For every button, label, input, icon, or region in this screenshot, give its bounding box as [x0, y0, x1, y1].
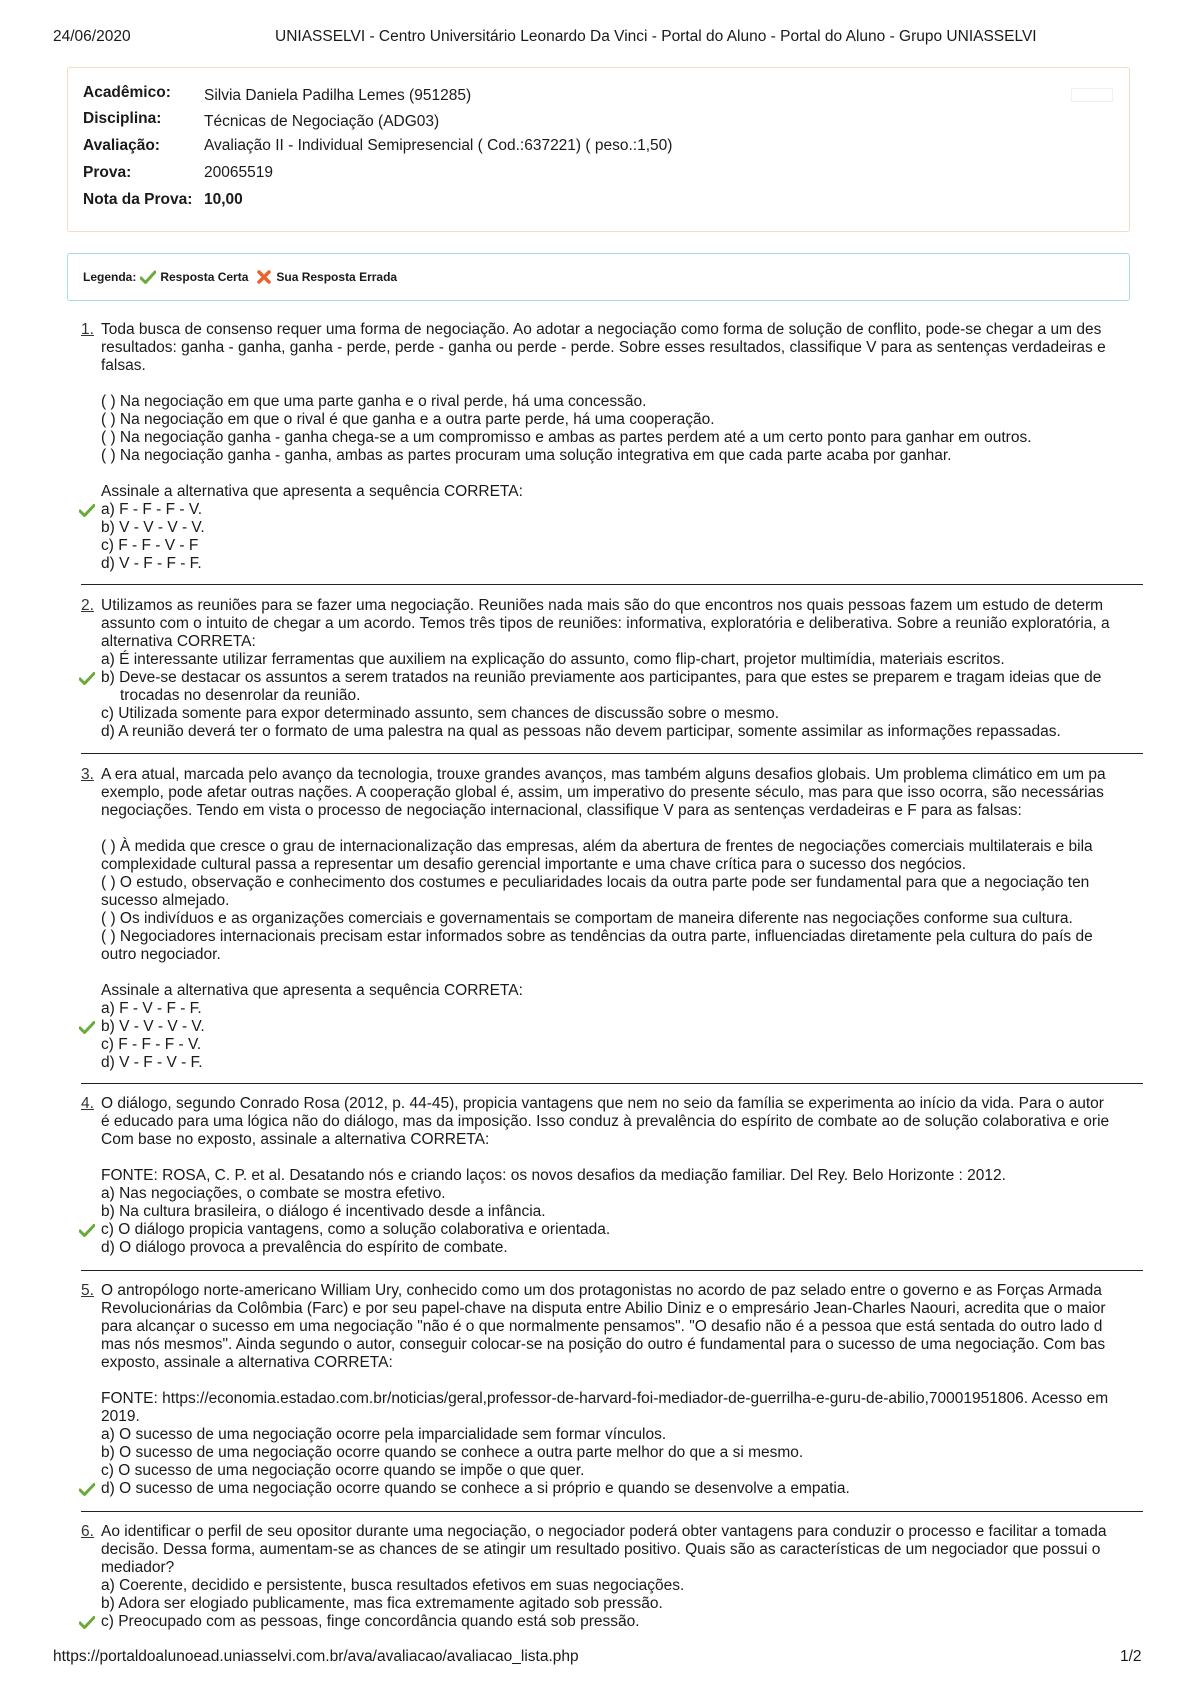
statement-item: ( ) Os indivíduos e as organizações comerciais e governamentais se comportam de maneira diferente nas negociações conforme sua cultura. — [101, 910, 1073, 927]
answer-option: d) O diálogo provoca a prevalência do espírito de combate. — [101, 1239, 508, 1256]
option-text: c) O diálogo propicia vantagens, como a solução colaborativa e orientada. — [101, 1221, 611, 1238]
answer-option: d) V - F - F - F. — [101, 555, 202, 572]
disciplina-label: Disciplina: — [83, 110, 162, 127]
question-text: alternativa CORRETA: — [101, 633, 256, 650]
question-text: Toda busca de consenso requer uma forma de negociação. Ao adotar a negociação como forma de solução de conflito, pode-se chegar a um des — [101, 321, 1102, 338]
statement-item: complexidade cultural passa a representar um desafio gerencial importante e uma chave crítica para o sucesso dos negócios. — [101, 856, 967, 873]
nota-label: Nota da Prova: — [83, 191, 193, 208]
question-text: assunto com o intuito de chegar a um acordo. Temos três tipos de reuniões: informativa, exploratória e deliberativa. Sobre a reunião exploratória, a — [101, 615, 1110, 632]
question-text: Ao identificar o perfil de seu opositor durante uma negociação, o negociador poderá obter vantagens para conduzir o processo e facilitar a tomada — [101, 1523, 1107, 1540]
question-prompt: Assinale a alternativa que apresenta a sequência CORRETA: — [101, 982, 523, 999]
question-text: mas nós mesmos". Ainda segundo o autor, conseguir colocar-se na posição do outro é fundamental para o sucesso de uma negociação. Com bas — [101, 1336, 1106, 1353]
question-number[interactable]: 3. — [81, 766, 94, 783]
disciplina-value: Técnicas de Negociação (ADG03) — [204, 113, 440, 130]
answer-option: a) F - V - F - F. — [101, 1000, 202, 1017]
legend-correct: Resposta Certa — [160, 270, 249, 284]
answer-option-correct — [101, 1613, 1143, 1631]
question-divider — [81, 1511, 1143, 1512]
check-icon — [79, 1224, 95, 1237]
source-citation: 2019. — [101, 1408, 140, 1425]
question-number[interactable]: 6. — [81, 1523, 94, 1540]
question-divider — [81, 1270, 1143, 1271]
question-text: exemplo, pode afetar outras nações. A cooperação global é, assim, um imperativo do presente século, mas para que isso ocorra, são necessárias — [101, 784, 1104, 801]
question-text: O antropólogo norte-americano William Ury, conhecido como um dos protagonistas no acordo de paz selado entre o governo e as Forças Armada — [101, 1282, 1102, 1299]
question-text: falsas. — [101, 357, 146, 374]
question-text: Com base no exposto, assinale a alternativa CORRETA: — [101, 1131, 490, 1148]
question-number[interactable]: 2. — [81, 597, 94, 614]
question-text: Revolucionárias da Colômbia (Farc) e por seu papel-chave na disputa entre Abilio Diniz e o empresário Jean-Charles Naouri, acredita que o maior — [101, 1300, 1106, 1317]
answer-option: d) A reunião deverá ter o formato de uma palestra na qual as pessoas não devem participar, somente assimilar as informações repassadas. — [101, 723, 1061, 740]
question-text: resultados: ganha - ganha, ganha - perde, perde - ganha ou perde - perde. Sobre esses resultados, classifique V para as sentenças verdadeiras e — [101, 339, 1106, 356]
option-text: c) Preocupado com as pessoas, finge concordância quando está sob pressão. — [101, 1613, 640, 1630]
legend-wrong: Sua Resposta Errada — [276, 270, 398, 284]
check-icon — [79, 1616, 95, 1629]
statement-item: ( ) Na negociação ganha - ganha, ambas as partes procuram uma solução integrativa em que cada parte acaba por ganhar. — [101, 447, 952, 464]
answer-option: a) Nas negociações, o combate se mostra efetivo. — [101, 1185, 446, 1202]
answer-option: b) Adora ser elogiado publicamente, mas fica extremamente agitado sob pressão. — [101, 1595, 663, 1612]
option-text: d) O sucesso de uma negociação ocorre quando se conhece a si próprio e quando se desenvolve a empatia. — [101, 1480, 850, 1497]
answer-option: b) V - V - V - V. — [101, 519, 205, 536]
print-date: 24/06/2020 — [53, 28, 131, 45]
answer-option: c) O sucesso de uma negociação ocorre quando se impõe o que quer. — [101, 1462, 585, 1479]
statement-item: ( ) Na negociação em que uma parte ganha e o rival perde, há uma concessão. — [101, 393, 647, 410]
page-title: UNIASSELVI - Centro Universitário Leonardo Da Vinci - Portal do Aluno - Portal do Aluno - Grupo UNIASSELVI — [275, 28, 1037, 45]
question-text: decisão. Dessa forma, aumentam-se as chances de se atingir um resultado positivo. Quais são as características de um negociador que possui o — [101, 1541, 1101, 1558]
question-divider — [81, 753, 1143, 754]
statement-item: ( ) À medida que cresce o grau de internacionalização das empresas, além da abertura de frentes de negociações comerciais multilaterais e bila — [101, 838, 1093, 855]
statement-item: ( ) Na negociação ganha - ganha chega-se a um compromisso e ambas as partes perdem até a um certo ponto para ganhar em outros. — [101, 429, 1032, 446]
academico-value: Silvia Daniela Padilha Lemes (951285) — [204, 87, 472, 104]
page-number: 1/2 — [1120, 1648, 1142, 1665]
answer-option: b) Na cultura brasileira, o diálogo é incentivado desde a infância. — [101, 1203, 546, 1220]
question-number[interactable]: 1. — [81, 321, 94, 338]
prova-value: 20065519 — [204, 164, 273, 181]
prova-label: Prova: — [83, 164, 132, 181]
question-text: para alcançar o sucesso em uma negociação "não é o que normalmente pensamos". "O desafio não é a pessoa que está sentada do outro lado d — [101, 1318, 1103, 1335]
statement-item: sucesso almejado. — [101, 892, 230, 909]
nota-value: 10,00 — [204, 191, 243, 208]
answer-option: b) O sucesso de uma negociação ocorre quando se conhece a outra parte melhor do que a si mesmo. — [101, 1444, 804, 1461]
statement-item: ( ) Negociadores internacionais precisam estar informados sobre as tendências da outra parte, influenciadas diretamente pela cultura do país de — [101, 928, 1093, 945]
check-icon — [79, 1483, 95, 1496]
question-text: mediador? — [101, 1559, 175, 1576]
option-text: a) F - F - F - V. — [101, 501, 203, 518]
avaliacao-label: Avaliação: — [83, 137, 160, 154]
check-icon — [79, 672, 95, 685]
answer-option-correct — [101, 1480, 1143, 1498]
question-text: O diálogo, segundo Conrado Rosa (2012, p. 44-45), propicia vantagens que nem no seio da família se experimenta ao início da vida. Para o autor — [101, 1095, 1104, 1112]
question-number[interactable]: 4. — [81, 1095, 94, 1112]
question-number[interactable]: 5. — [81, 1282, 94, 1299]
answer-option: c) F - F - F - V. — [101, 1036, 202, 1053]
question-divider — [81, 584, 1143, 585]
statement-item: outro negociador. — [101, 946, 221, 963]
source-citation: FONTE: https://economia.estadao.com.br/noticias/geral,professor-de-harvard-foi-mediador-de-guerrilha-e-guru-de-abilio,70001951806. Acesso em — [101, 1390, 1109, 1407]
question-text: A era atual, marcada pelo avanço da tecnologia, trouxe grandes avanços, mas também alguns desafios globais. Um problema climático em um pa — [101, 766, 1106, 783]
question-prompt: Assinale a alternativa que apresenta a sequência CORRETA: — [101, 483, 523, 500]
answer-option: c) Utilizada somente para expor determinado assunto, sem chances de discussão sobre o mesmo. — [101, 705, 780, 722]
answer-option: a) É interessante utilizar ferramentas que auxiliem na explicação do assunto, como flip-chart, projetor multimídia, materiais escritos. — [101, 651, 1005, 668]
page-url[interactable]: https://portaldoalunoead.uniasselvi.com.br/ava/avaliacao/avaliacao_lista.php — [53, 1648, 579, 1665]
answer-option-correct — [101, 1221, 1143, 1239]
answer-option: a) O sucesso de uma negociação ocorre pela imparcialidade sem formar vínculos. — [101, 1426, 667, 1443]
statement-item: ( ) Na negociação em que o rival é que ganha e a outra parte perde, há uma cooperação. — [101, 411, 715, 428]
answer-option: c) F - F - V - F — [101, 537, 199, 554]
avaliacao-value: Avaliação II - Individual Semipresencial ( Cod.:637221) ( peso.:1,50) — [204, 137, 673, 154]
question-text: é educado para uma lógica não do diálogo, mas da imposição. Isso conduz à prevalência do espírito de combate ao de solução colaborativa e orie — [101, 1113, 1110, 1130]
statement-item: ( ) O estudo, observação e conhecimento dos costumes e peculiaridades locais da outra parte pode ser fundamental para que a negociação ten — [101, 874, 1090, 891]
check-icon — [79, 504, 95, 517]
question-text: exposto, assinale a alternativa CORRETA: — [101, 1354, 393, 1371]
check-icon — [79, 1021, 95, 1034]
option-text: b) V - V - V - V. — [101, 1018, 205, 1035]
answer-option-correct — [101, 501, 1143, 519]
question-text: Utilizamos as reuniões para se fazer uma negociação. Reuniões nada mais são do que encontros nos quais pessoas fazem um estudo de determ — [101, 597, 1104, 614]
question-text: negociações. Tendo em vista o processo de negociação internacional, classifique V para as sentenças verdadeiras e F para as falsas: — [101, 802, 1022, 819]
question-divider — [81, 1083, 1143, 1084]
source-citation: FONTE: ROSA, C. P. et al. Desatando nós e criando laços: os novos desafios da mediação familiar. Del Rey. Belo Horizonte : 2012. — [101, 1167, 1006, 1184]
answer-option-correct — [101, 1018, 1143, 1036]
option-continuation: trocadas no desenrolar da reunião. — [120, 687, 361, 704]
answer-option: a) Coerente, decidido e persistente, busca resultados efetivos em suas negociações. — [101, 1577, 685, 1594]
answer-option-correct — [101, 669, 1143, 687]
legend-label: Legenda: — [83, 270, 137, 284]
academico-label: Acadêmico: — [83, 84, 171, 101]
option-text: b) Deve-se destacar os assuntos a serem tratados na reunião previamente aos participantes, para que estes se preparem e tragam ideias que de — [101, 669, 1102, 686]
answer-option: d) V - F - V - F. — [101, 1054, 203, 1071]
